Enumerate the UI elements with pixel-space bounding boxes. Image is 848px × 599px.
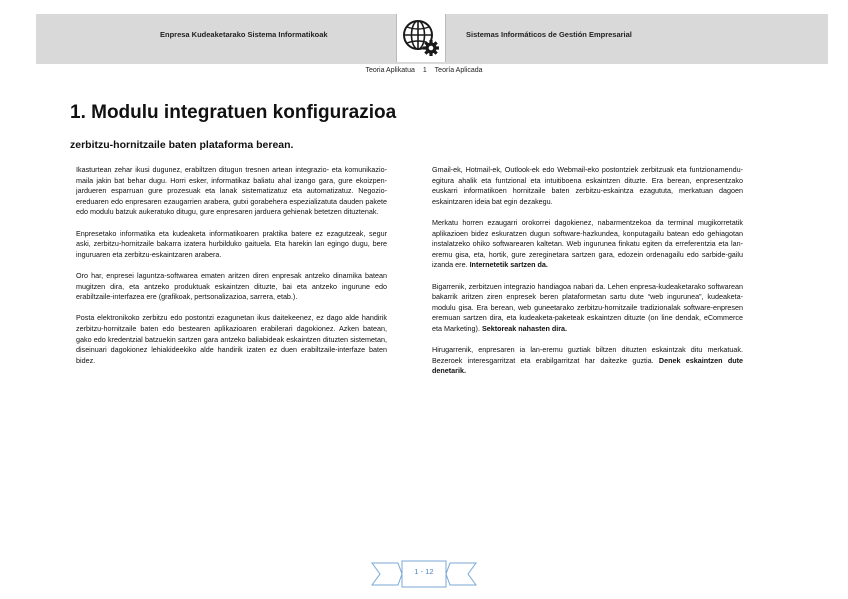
paragraph-text: Bigarrenik, zerbitzuen integrazio handiagoa nabari da. Lehen enpresa-kudeaketarako softwarean bakarrik aritzen ziren enpresek beren plataformetan sartu dute “web ingurunea”, kudeaketa-modulu gisa. Era berean, web guneetarako zerbitzu-hornitzaile tradizionalak software-enpresen eremuan sartzen dira, eta kudeaketa-paketeak eskaintzen dituzte (on line dendak, eCommerce eta Marketing).	[432, 281, 743, 333]
paragraph-emphasis: Internetetik sartzen da.	[469, 260, 548, 270]
header-logo	[396, 14, 446, 62]
page-subtitle: zerbitzu-hornitzaile baten plataforma berean.	[70, 139, 294, 151]
paragraph	[432, 218, 743, 271]
page-number: 1 - 12	[414, 567, 434, 576]
paragraph: Posta elektronikoko zerbitzu edo postontzi ezagunetan ikus daitekeenez, ez dago alde handirik zerbitzu-hornitzaile baten edo bestearen aplikazioaren erabilerari dagokionez. Azken batean, gako edo kredentzial batzuekin sartzen gara antzeko baliabideak eskaintzen dituzten sistemetan, diseinuari dagokionez lehiakideekiko alde handirik izaten ez duen erabiltzaile-interfaze baten bidez.	[76, 313, 387, 365]
subheader-number: 1	[422, 67, 427, 74]
paragraph-text: Merkatu horren ezaugarri orokorrei dagokienez, nabarmentzekoa da terminal mugikorretatik aplikazioen bidez eskuratzen dugun software-hazkundea, konputagailu batean edo gehiagotan instalatzeko ohiko softwarearen kaltetan. Web ingurunea finkatu egiten da erreferentzia eta lan-eremu gisa, eta, hortik, gure zereginetara sartzen gara, edozein ordenagailu edo sarbide-gailu izanda ere.	[432, 217, 743, 270]
paragraph	[432, 345, 743, 377]
page-title: 1. Modulu integratuen konfigurazioa	[70, 102, 397, 123]
globe-gear-icon	[399, 16, 443, 60]
left-column	[76, 165, 387, 377]
right-column	[432, 165, 743, 387]
header-left-title: Enpresa Kudeaketarako Sistema Informatikoak	[160, 30, 328, 39]
paragraph: Oro har, enpresei laguntza-softwarea ematen aritzen diren enpresak antzeko dinamika batean mugitzen dira, eta antzeko produktuak eskaintzen dituzte, bai eta antzeko ingurune edo erabiltzaile-interfazea ere (grafikoak, pertsonalizazioa, sarrera, etab.).	[76, 270, 387, 302]
header-right-title: Sistemas Informáticos de Gestión Empresarial	[466, 30, 632, 39]
paragraph-emphasis: Denek eskaintzen dute denetarik.	[432, 355, 743, 376]
section-subheader	[0, 67, 848, 74]
subheader-left: Teoria Aplikatua	[365, 67, 415, 74]
paragraph-text: Hirugarrenik, enpresaren ia lan-eremu guztiak biltzen dituzten eskaintzak ditu merkatuak. Bezeroek interesgarritzat eta erabilgarritzat har daitezke guztia.	[432, 345, 743, 365]
paragraph: Enpresetako informatika eta kudeaketa informatikoaren praktika batere ez ezagutzeak, segur aski, zerbitzu-hornitzaile bakarra izatera hurbilduko gaituela. Eta harekin lan egingo dugu, bere inguruaren eta zerbitzu-eskaintzaren arabera.	[76, 228, 387, 259]
paragraph-emphasis: Sektoreak nahasten dira.	[481, 323, 568, 333]
paragraph	[432, 282, 743, 335]
paragraph: Ikasturtean zehar ikusi dugunez, erabiltzen ditugun tresnen artean integrazio- eta komunikazio-maila jakin bat behar dugu. Horri esker, informatikaz baliatu ahal izango gara, gure ekoizpen-jardueren esparruan gure prozesuak eta lanak sistematizatuz eta automatizatuz. Negozio-ereduaren edo enpresaren ezaugarrien arabera, gutxi gorabehera espezializatuta dauden pakete edo modulu batzuk aukeratuko ditugu, gure enpresaren jarduera gehienak betetzen dituztenak.	[76, 165, 387, 217]
paragraph: Gmail-ek, Hotmail-ek, Outlook-ek edo Webmail-eko postontziek zerbitzuak eta funtzionamendu-egitura ahalik eta funtzional eta intuitiboena eskaintzen dituzte. Era berean, enpresentzako euskarri informatikoen hornitzaile baten zerbitzu-eskaintza ezagututa, merkatuan dagoen eskaintzaren ideia bat egin dezakegu.	[432, 165, 743, 206]
subheader-right: Teoría Aplicada	[434, 67, 483, 74]
